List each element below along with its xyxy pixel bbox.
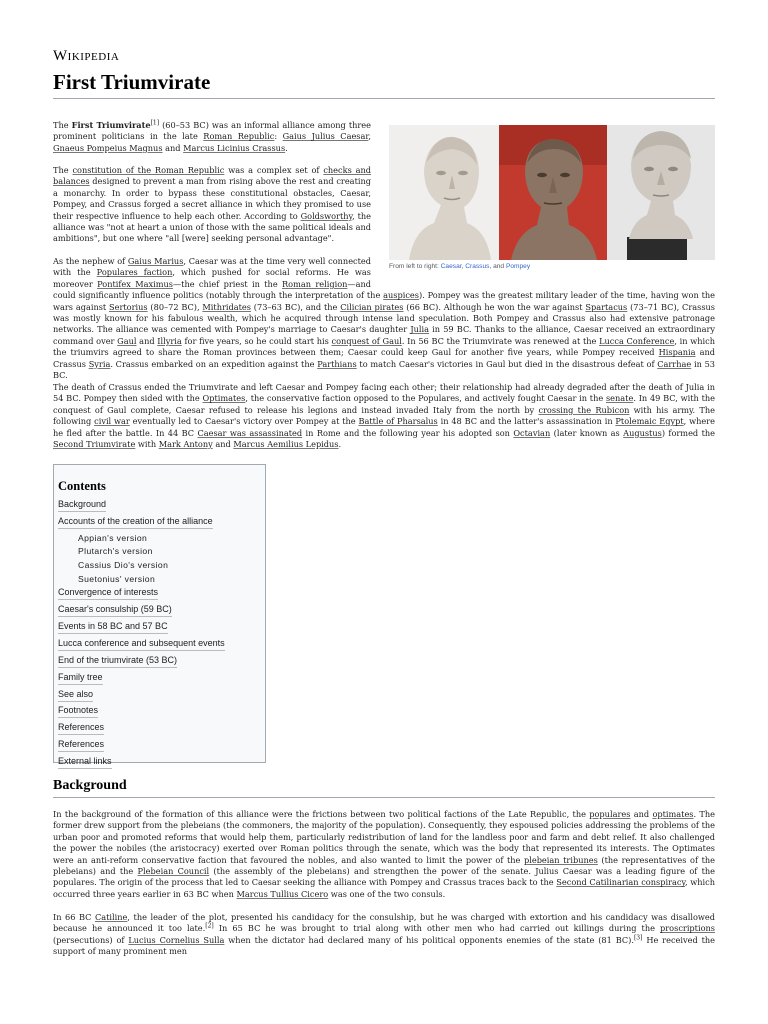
text-run: (later known as bbox=[550, 427, 624, 438]
text-run: and bbox=[136, 335, 158, 346]
toc-item[interactable]: Lucca conference and subsequent events bbox=[58, 637, 225, 651]
article-link[interactable]: Second Triumvirate bbox=[53, 439, 136, 450]
toc-item[interactable]: Footnotes bbox=[58, 704, 98, 718]
text-run: and Crassus bbox=[53, 347, 715, 369]
article-link[interactable]: Spartacus bbox=[585, 301, 628, 312]
portrait-figure bbox=[389, 125, 715, 270]
article-link[interactable]: Mithridates bbox=[202, 301, 251, 312]
article-link[interactable]: Roman religion bbox=[282, 278, 348, 289]
text-run: and bbox=[212, 439, 234, 450]
article-link[interactable]: Marcus Licinius Crassus bbox=[183, 142, 286, 153]
article-link[interactable]: Illyria bbox=[157, 335, 182, 346]
toc-item[interactable]: Appian's version bbox=[78, 532, 148, 543]
caption-link-caesar[interactable]: Caesar bbox=[440, 263, 462, 270]
article-link[interactable]: Syria bbox=[88, 358, 111, 369]
toc-item[interactable]: Accounts of the creation of the alliance bbox=[58, 515, 213, 529]
article-link[interactable]: Gaius Julius Caesar bbox=[282, 131, 369, 142]
article-link[interactable]: Pontifex Maximus bbox=[97, 278, 173, 289]
article-link[interactable]: Lucius Cornelius Sulla bbox=[128, 934, 225, 945]
text-run: He received the support of many prominent men bbox=[53, 934, 715, 957]
figure-wrap-spacer bbox=[371, 256, 715, 290]
text-run: The death of Crassus ended the Triumvirate and left Caesar and Pompey facing each other; their relationship had already degraded after the death of Julia in 54 BC. Pompey then sided with the bbox=[53, 382, 715, 404]
toc-item[interactable]: Cassius Dio's version bbox=[78, 559, 169, 570]
article-link[interactable]: Optimates bbox=[202, 393, 246, 404]
article-link[interactable]: Battle of Pharsalus bbox=[358, 416, 438, 427]
toc-item[interactable]: Plutarch's version bbox=[78, 546, 153, 557]
text-run: . The former drew support from the plebeians (the commoners, the majority of the population). Consequently, they espoused policies addressing the problems of the urban poor and promoted reforms that would help them, particularly redistribution of land for the landless poor and farm and debt relief. It also challenged the power the nobiles (the aristocracy) exerted over Roman politics through the senate, which was the body that represented its interests. The Optimates were an anti-reform conservative faction that favoured the nobles, and also wanted to limit the power of the bbox=[53, 809, 715, 865]
article-link[interactable]: conquest of Gaul bbox=[331, 335, 402, 346]
article-link[interactable]: Cilician pirates bbox=[340, 301, 404, 312]
article-link[interactable]: Julia bbox=[410, 324, 430, 335]
article-link[interactable]: Augustus bbox=[623, 427, 662, 438]
text-run: was a complex set of bbox=[224, 165, 324, 175]
text-run: , where he fled after the battle. In 44 BC bbox=[53, 416, 715, 438]
article-link[interactable]: Catiline bbox=[94, 912, 128, 922]
text-run: , bbox=[368, 131, 372, 142]
text-run: eventually led to Caesar's victory over Pompey at the bbox=[129, 416, 359, 427]
article-link[interactable]: Caesar was assassinated bbox=[197, 427, 303, 438]
toc-title: Contents bbox=[58, 479, 106, 493]
article-link[interactable]: Ptolemaic Egypt bbox=[615, 416, 684, 427]
background-paragraph-2 bbox=[53, 912, 715, 958]
toc-item[interactable]: Suetonius' version bbox=[78, 573, 156, 584]
text-run: in Rome and the following year his adopted son bbox=[302, 427, 514, 438]
article-link[interactable]: Plebeian Council bbox=[137, 866, 210, 877]
article-link[interactable]: populares bbox=[589, 809, 631, 819]
toc-list bbox=[58, 498, 260, 769]
article-link[interactable]: proscriptions bbox=[660, 923, 715, 934]
article-link[interactable]: Parthians bbox=[317, 358, 357, 369]
text-run: The bbox=[53, 120, 72, 130]
text-run: (80–72 BC), bbox=[147, 301, 203, 312]
article-link[interactable]: Gnaeus Pompeius Magnus bbox=[53, 142, 163, 153]
article-link[interactable]: senate bbox=[605, 393, 634, 404]
toc-item[interactable]: External links bbox=[58, 755, 112, 769]
text-run: —and could significantly influence politics (notably through the interpretation of the bbox=[53, 278, 384, 301]
toc-item[interactable]: End of the triumvirate (53 BC) bbox=[58, 654, 177, 668]
text-run: : bbox=[274, 131, 283, 142]
article-link[interactable]: Second Catilinarian conspiracy bbox=[556, 877, 685, 888]
text-run: (66 BC). Although he won the war against bbox=[403, 301, 586, 312]
article-link[interactable]: Lucca Conference bbox=[599, 335, 675, 346]
text-run: (the assembly of the plebeians) and strengthen the power of the senate. Julius Caesar was a leading figure of the populares. The origin of the process that led to Caesar seeking the alliance with Pompey and Crassus traces back to the bbox=[53, 866, 715, 888]
toc-item[interactable]: Background bbox=[58, 498, 106, 512]
text-run: ) formed the bbox=[661, 427, 715, 438]
text-run: . Crassus embarked on an expedition against the bbox=[110, 358, 318, 369]
article-link[interactable]: constitution of the Roman Republic bbox=[72, 165, 225, 175]
text-run: . In 49 BC, with the conquest of Gaul complete, Caesar refused to release his legions and instead invaded Italy from the north by bbox=[53, 393, 715, 415]
text-run: In 66 BC bbox=[53, 912, 95, 922]
text-run: In 65 BC he was brought to trial along with other men who had carried out killings during the bbox=[213, 923, 661, 934]
wikipedia-wordmark[interactable]: Wikipedia bbox=[53, 48, 120, 64]
text-run: in 48 BC and the latter's assassination in bbox=[437, 416, 616, 427]
text-run: (60–53 BC) was an informal alliance among three prominent politicians in the late bbox=[53, 120, 371, 142]
text-run: (persecutions) of bbox=[53, 934, 129, 945]
text-run: ). Pompey was the greatest military leader of the time, having won the wars against bbox=[53, 290, 715, 312]
toc-item[interactable]: See also bbox=[58, 688, 93, 702]
section-heading-background: Background bbox=[53, 778, 127, 793]
article-link[interactable]: Hispania bbox=[658, 347, 696, 358]
text-run: was one of the two consuls. bbox=[328, 888, 446, 899]
article-link[interactable]: Gaul bbox=[117, 335, 137, 346]
text-run: , the alliance was "not at heart a union of those with the same political ideals and ambitions", but one where "all [were] seeking personal advantage". bbox=[53, 210, 371, 244]
text-run: in 59 BC. Thanks to the alliance, Caesar received an extraordinary command over bbox=[53, 324, 715, 346]
text-run: when the dictator had declared many of his political opponents enemies of the state (81 BC). bbox=[224, 934, 634, 945]
section-divider bbox=[53, 797, 715, 798]
table-of-contents bbox=[53, 464, 266, 767]
text-run: (73–63 BC), and the bbox=[250, 301, 341, 312]
text-run: —the chief priest in the bbox=[172, 278, 282, 289]
caption-link-pompey[interactable]: Pompey bbox=[505, 263, 531, 270]
intro-paragraph-3 bbox=[53, 256, 715, 381]
text-run: . In 56 BC the Triumvirate was renewed at the bbox=[401, 335, 600, 346]
text-run: , in which the triumvirs agreed to share the Roman provinces between them; Caesar could keep Gaul for another five years, while Pompey received bbox=[53, 335, 715, 358]
text-run: , which occurred three years earlier in 63 BC when bbox=[53, 877, 715, 899]
citation-ref[interactable]: [2] bbox=[205, 922, 214, 930]
article-link[interactable]: auspices bbox=[383, 290, 419, 301]
text-run: designed to prevent a man from rising above the rest and creating a monarchy. In order to bypass these constitutional obstacles, Caesar, Pompey, and Crassus forged a secret alliance in which they promised to use their respective influence to help each other. According to bbox=[53, 176, 371, 221]
article-link[interactable]: Sertorius bbox=[109, 301, 148, 312]
article-link[interactable]: civil war bbox=[94, 416, 130, 427]
pompey-bust-image bbox=[607, 125, 715, 260]
toc-item[interactable]: References bbox=[58, 721, 104, 735]
crassus-bust-image bbox=[499, 125, 607, 260]
bold-term: First Triumvirate bbox=[71, 120, 151, 130]
page-title: First Triumvirate bbox=[53, 70, 211, 94]
article-link[interactable]: plebeian tribunes bbox=[523, 854, 598, 865]
title-divider bbox=[53, 98, 715, 99]
toc-item[interactable]: References bbox=[58, 738, 104, 752]
intro-paragraph-2 bbox=[53, 165, 371, 245]
text-run: in 53 BC. bbox=[53, 358, 716, 381]
text-run: , the leader of the plot, presented his candidacy for the consulship, but he was charged with extortion and his candidacy was disallowed because he announced it too late. bbox=[53, 912, 715, 934]
article-link[interactable]: Populares faction bbox=[96, 267, 173, 278]
figure-caption: From left to right: Caesar, Crassus, and Pompey bbox=[389, 263, 531, 270]
article-link[interactable]: Roman Republic bbox=[203, 131, 275, 142]
busts-image[interactable] bbox=[389, 125, 715, 260]
caption-link-crassus[interactable]: Crassus bbox=[465, 263, 490, 270]
caesar-bust-image bbox=[389, 125, 499, 260]
text-run: with bbox=[135, 439, 159, 450]
citation-ref[interactable]: [3] bbox=[633, 934, 643, 942]
text-run: . bbox=[338, 439, 342, 450]
intro-paragraph-1 bbox=[53, 120, 371, 154]
citation-ref[interactable]: [1] bbox=[150, 119, 160, 127]
text-run: In the background of the formation of this alliance were the frictions between two political factions of the Late Republic, the bbox=[53, 809, 590, 819]
article-link[interactable]: checks and balances bbox=[53, 165, 372, 187]
article-link[interactable]: Octavian bbox=[513, 427, 551, 438]
article-link[interactable]: Goldsworthy bbox=[300, 210, 353, 221]
article-link[interactable]: Marcus Aemilius Lepidus bbox=[233, 439, 339, 450]
text-run: (the representatives of the plebeians) and the bbox=[53, 854, 716, 877]
article-link[interactable]: Mark Antony bbox=[158, 439, 213, 450]
toc-item[interactable]: Caesar's consulship (59 BC) bbox=[58, 603, 172, 617]
toc-item[interactable]: Events in 58 BC and 57 BC bbox=[58, 620, 168, 634]
article-link[interactable]: Marcus Tullius Cicero bbox=[236, 888, 329, 899]
toc-item[interactable]: Family tree bbox=[58, 671, 103, 685]
text-run: for five years, so he could start his bbox=[181, 335, 332, 346]
article-link[interactable]: Carrhae bbox=[657, 358, 692, 369]
text-run: to match Caesar's victories in Gaul but died in the disastrous defeat of bbox=[356, 358, 658, 369]
article-link[interactable]: optimates bbox=[652, 809, 694, 819]
article-link[interactable]: Gaius Marius bbox=[127, 256, 184, 266]
text-run: with his army. The following bbox=[53, 404, 715, 427]
text-run: and bbox=[630, 809, 653, 819]
text-run: As the nephew of bbox=[53, 256, 128, 266]
text-run: . bbox=[285, 142, 288, 153]
toc-item[interactable]: Convergence of interests bbox=[58, 586, 158, 600]
text-run: (73–71 BC), Crassus was mostly known for his fabulous wealth, which he acquired through intense land speculation. Both Pompey and Crassus also had extensive patronage networks. The alliance was cemented with Pompey's marriage to Caesar's daughter bbox=[53, 301, 715, 335]
text-run: The bbox=[53, 165, 73, 175]
background-paragraph-1 bbox=[53, 809, 715, 900]
article-link[interactable]: crossing the Rubicon bbox=[538, 404, 630, 415]
text-run: , Caesar was at the time very well connected with the bbox=[53, 256, 372, 278]
text-run: , the conservative faction opposed to the Populares, and actively fought Caesar in the bbox=[245, 393, 606, 404]
text-run: and bbox=[162, 142, 184, 153]
intro-paragraph-4 bbox=[53, 382, 715, 450]
text-run: , which pushed for social reforms. He was moreover bbox=[53, 267, 371, 289]
